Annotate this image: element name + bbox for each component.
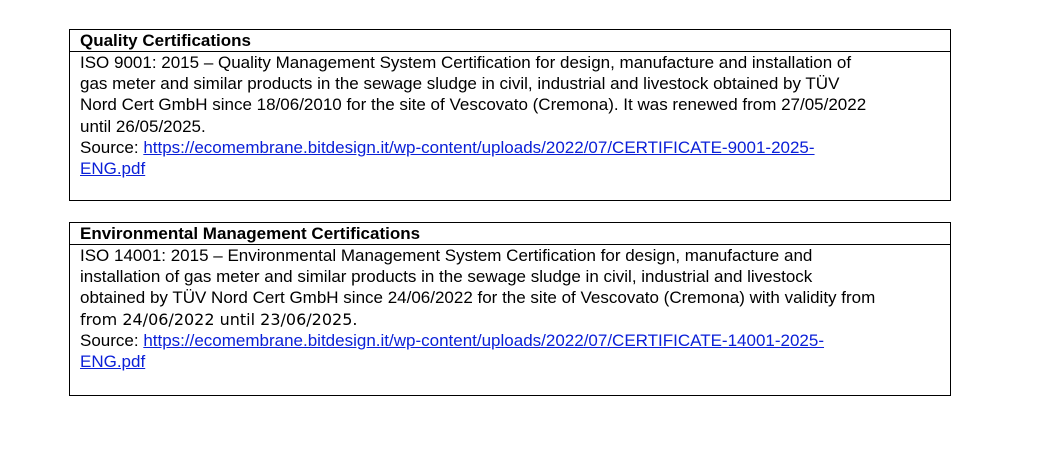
environmental-certifications-title: Environmental Management Certifications [70,223,950,245]
quality-certifications-body [70,52,950,179]
quality-certifications-box [69,29,951,201]
environmental-source-label: Source: [80,330,144,350]
environmental-text-line-2: installation of gas meter and similar products in the sewage sludge in civil, industrial and livestock [80,267,813,287]
quality-certificate-link[interactable]: https://ecomembrane.bitdesign.it/wp-content/uploads/2022/07/CERTIFICATE-9001-2025- [143,137,815,157]
quality-source-label: Source: [80,137,144,157]
quality-certifications-title: Quality Certifications [70,30,950,52]
environmental-certifications-box [69,222,951,396]
quality-text-line-3: Nord Cert GmbH since 18/06/2010 for the site of Vescovato (Cremona). It was renewed from 27/05/2022 [80,95,867,115]
quality-text-line-4: until 26/05/2025. [80,116,206,136]
environmental-source-line [80,330,940,351]
environmental-source-line-2 [80,351,940,372]
environmental-certificate-link[interactable]: https://ecomembrane.bitdesign.it/wp-content/uploads/2022/07/CERTIFICATE-14001-2025- [143,330,825,350]
environmental-text-line-1: ISO 14001: 2015 – Environmental Management System Certification for design, manufacture and [80,246,813,265]
quality-source-line-2 [80,158,940,179]
environmental-certificate-link-continued[interactable]: ENG.pdf [80,352,146,372]
quality-certificate-link-continued[interactable]: ENG.pdf [80,159,146,179]
environmental-text-line-3: obtained by TÜV Nord Cert GmbH since 24/06/2022 for the site of Vescovato (Cremona) with validity from [80,288,876,308]
environmental-text-line-4: from 24/06/2022 until 23/06/2025. [80,309,358,329]
quality-source-line [80,137,940,158]
quality-text-line-2: gas meter and similar products in the sewage sludge in civil, industrial and livestock obtained by TÜV [80,74,840,94]
environmental-certifications-body [70,245,950,372]
quality-text-line-1: ISO 9001: 2015 – Quality Management System Certification for design, manufacture and installation of [80,53,852,72]
